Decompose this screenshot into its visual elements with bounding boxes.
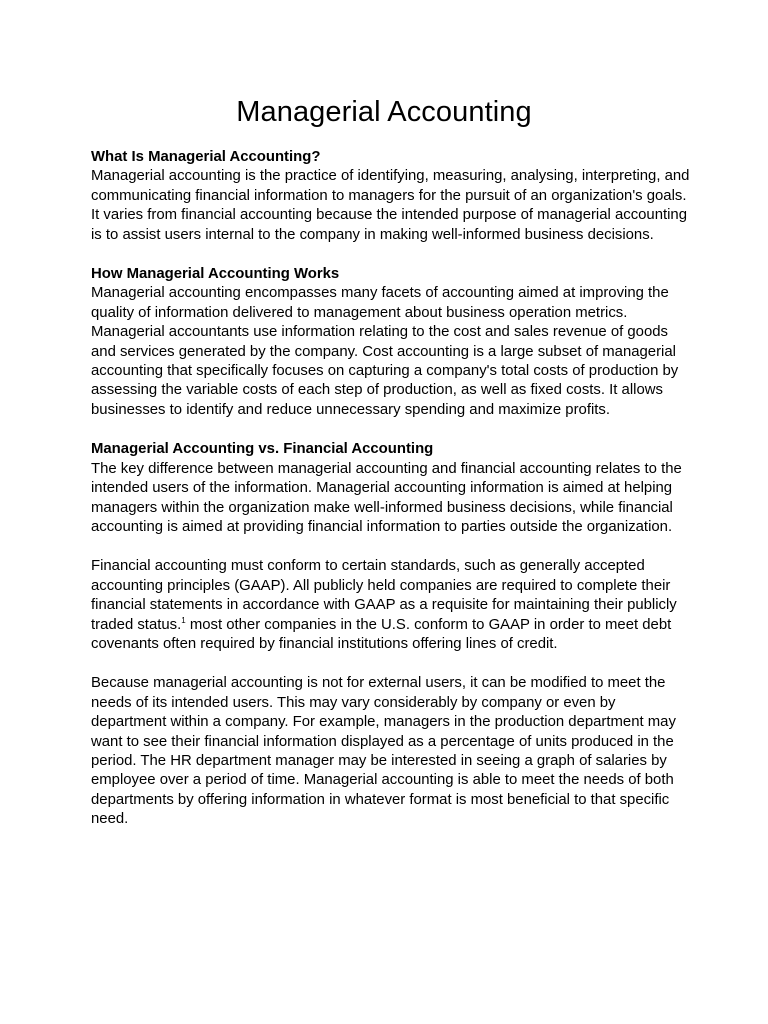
section-heading: Managerial Accounting vs. Financial Accounting <box>91 441 434 458</box>
section-heading: What Is Managerial Accounting? <box>91 149 321 165</box>
section-how-it-works <box>91 265 691 420</box>
gaap-paragraph <box>91 557 691 654</box>
footnote-marker: 1 <box>181 615 186 625</box>
document-title: Managerial Accounting <box>236 96 532 128</box>
paragraph-spacer <box>91 245 691 265</box>
section-paragraph: Managerial accounting is the practice of identifying, measuring, analysing, interpreting, and communicating financial information to managers for the pursuit of an organization's goals. It varies from financial accounting because the intended purpose of managerial accounting is to assist users internal to the company in making well-informed business decisions. <box>91 168 690 243</box>
paragraph-spacer <box>91 654 691 674</box>
section-paragraph: Managerial accounting encompasses many facets of accounting aimed at improving the quality of information delivered to management about business operation metrics. Managerial accountants use information relating to the cost and sales revenue of goods and services generated by the company. Cost accounting is a large subset of managerial accounting that specifically focuses on capturing a company's total costs of production by assessing the variable costs of each step of production, as well as fixed costs. It allows businesses to identify and reduce unnecessary spending and maximize profits. <box>91 285 679 418</box>
paragraph-spacer <box>91 420 691 440</box>
gaap-text-before-note: Financial accounting must conform to certain standards, such as generally accepted accounting principles (GAAP). All publicly held companies are required to complete their financial statements in accordance with GAAP as a requisite for maintaining their publicly traded status. <box>91 558 677 633</box>
gaap-text-after-note: most other companies in the U.S. conform to GAAP in order to meet debt covenants often required by financial institutions offering lines of credit. <box>91 616 672 652</box>
section-paragraph: The key difference between managerial accounting and financial accounting relates to the intended users of the information. Managerial accounting information is aimed at helping managers within the organization make well-informed business decisions, while financial accounting is aimed at providing financial information to parties outside the organization. <box>91 460 682 535</box>
closing-paragraph: Because managerial accounting is not for external users, it can be modified to meet the needs of its intended users. This may vary considerably by company or even by department within a company. For example, managers in the production department may want to see their financial information displayed as a percentage of units produced in the period. The HR department manager may be interested in seeing a graph of salaries by employee over a period of time. Managerial accounting is able to meet the needs of both departments by offering information in whatever format is most beneficial to that specific need. <box>91 675 676 828</box>
section-what-is <box>91 148 691 245</box>
section-heading: How Managerial Accounting Works <box>91 266 340 283</box>
document-body <box>91 148 691 830</box>
paragraph-spacer <box>91 537 691 557</box>
section-vs-financial <box>91 440 691 829</box>
